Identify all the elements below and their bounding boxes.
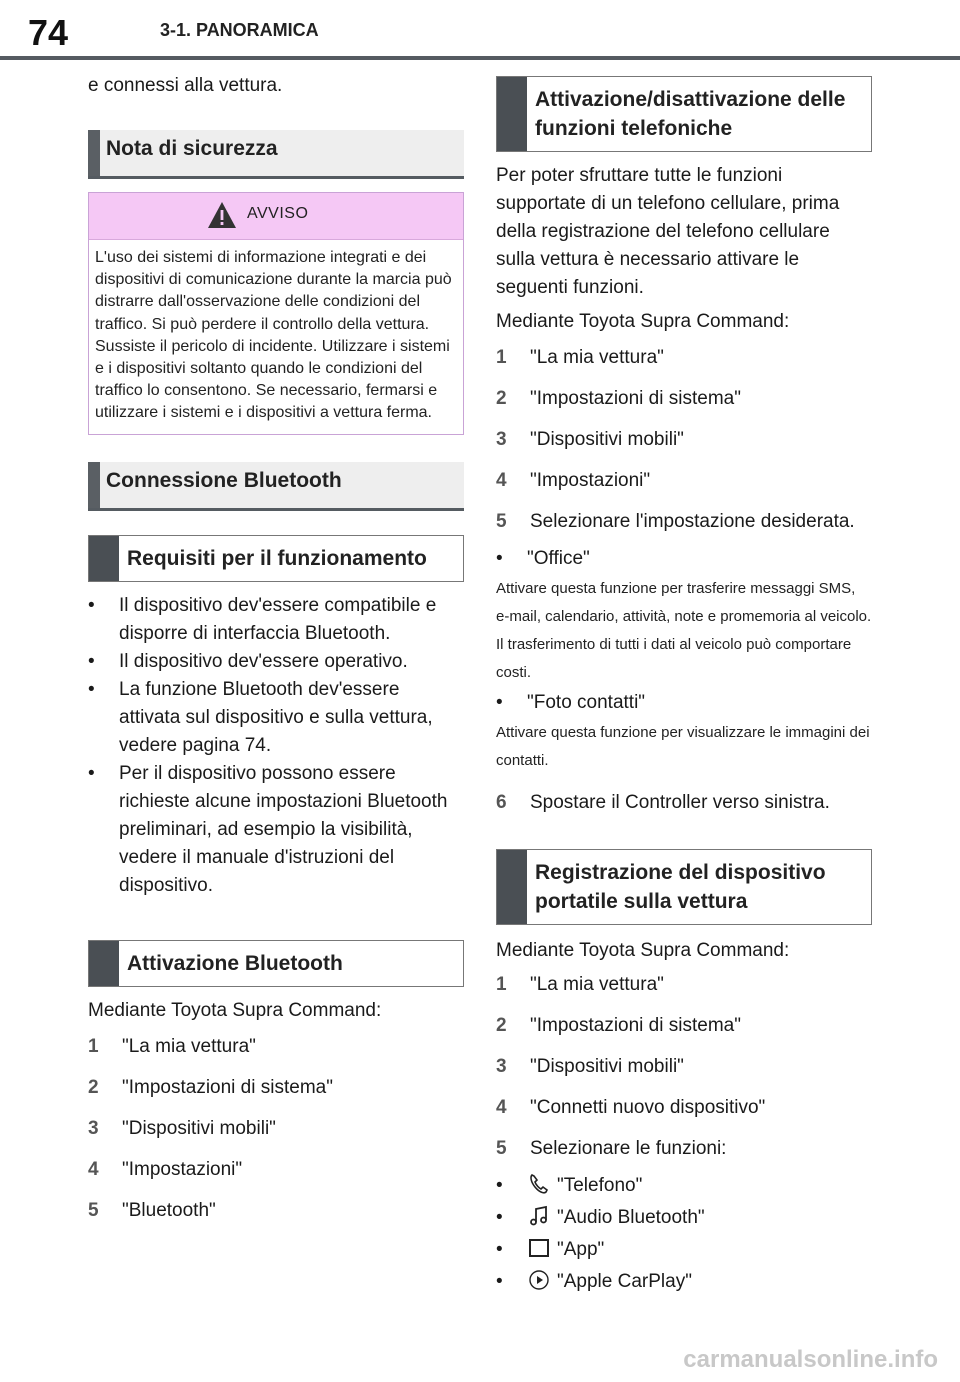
warning-label: AVVISO — [247, 205, 309, 222]
phone-steps — [496, 342, 872, 538]
step-item: 1 "La mia vettura" — [496, 347, 664, 368]
function-audio-bluetooth: • "Audio Bluetooth" — [496, 1202, 872, 1234]
step-item: 5 Selezionare le funzioni: — [496, 1138, 727, 1159]
warning-box — [88, 192, 464, 435]
play-circle-icon — [527, 1268, 551, 1292]
warning-triangle-icon — [207, 201, 237, 229]
step-item: 5 "Bluetooth" — [88, 1199, 216, 1221]
photo-option: • "Foto contatti" — [496, 692, 646, 713]
warning-text: L'uso dei sistemi di informazione integrati e dei dispositivi di comunicazione durante la marcia può distrarre dall'osservazione delle condizioni del traffico. Si può perdere il controllo della vettura. Sussiste il pericolo di incidente. Utilizzare i sistemi e i dispositivi soltanto quando le condizioni del traffico lo consentono. Se necessario, fermarsi e utilizzare i sistemi e i dispositivi a vettura ferma. — [95, 249, 452, 422]
office-option: • "Office" — [496, 548, 590, 569]
office-description: Attivare questa funzione per trasferire messaggi SMS, e-mail, calendario, attività, note e promemoria al veicolo. Il trasferimento di tutti i dati al veicolo può comportare costi. — [496, 580, 872, 681]
watermark: carmanualsonline.info — [683, 1346, 938, 1373]
intro-text: e connessi alla vettura. — [88, 75, 283, 96]
step-item: 3 "Dispositivi mobili" — [496, 429, 684, 450]
photo-description: Attivare questa funzione per visualizzare le immagini dei contatti. — [496, 724, 870, 769]
step-item: 2 "Impostazioni di sistema" — [496, 1015, 741, 1036]
bluetooth-heading: Connessione Bluetooth — [88, 462, 464, 511]
app-square-icon — [527, 1236, 551, 1260]
step-item: 3 "Dispositivi mobili" — [88, 1117, 276, 1139]
reg-via-text: Mediante Toyota Supra Command: — [496, 940, 790, 961]
music-note-icon — [527, 1204, 551, 1228]
page-number: 74 — [28, 12, 69, 53]
function-apple-carplay: • "Apple CarPlay" — [496, 1266, 872, 1298]
function-telefono: • "Telefono" — [496, 1170, 872, 1202]
list-item: • Il dispositivo dev'essere compatibile e disporre di interfaccia Bluetooth. — [88, 594, 437, 644]
header-rule — [0, 56, 960, 60]
step-item: 4 "Impostazioni" — [496, 470, 651, 491]
via-text: Mediante Toyota Supra Command: — [496, 311, 790, 332]
step-item: 4 "Connetti nuovo dispositivo" — [496, 1097, 766, 1118]
chapter-title: 3-1. PANORAMICA — [160, 20, 319, 40]
right-column — [496, 66, 872, 1298]
phone-step-6 — [496, 787, 872, 819]
activation-heading: Attivazione Bluetooth — [88, 940, 464, 987]
warning-header — [89, 193, 463, 240]
step-item: 3 "Dispositivi mobili" — [496, 1056, 684, 1077]
requirements-heading: Requisiti per il funzionamento — [88, 535, 464, 582]
phone-intro-text: Per poter sfruttare tutte le funzioni supportate di un telefono cellulare, prima della registrazione del telefono cellulare sulla vettura è necessario attivare le seguenti funzioni. — [496, 165, 840, 298]
safety-heading: Nota di sicurezza — [88, 130, 464, 179]
step-item: 1 "La mia vettura" — [496, 974, 664, 995]
list-item: • Per il dispositivo possono essere richieste alcune impostazioni Bluetooth preliminari, ad esempio la visibilità, vedere il manuale d'istruzioni del dispositivo. — [88, 762, 448, 896]
activation-steps — [88, 1031, 464, 1227]
step-item: 2 "Impostazioni di sistema" — [88, 1076, 333, 1098]
registration-heading: Registrazione del dispositivo portatile sulla vettura — [496, 849, 872, 925]
registration-steps — [496, 969, 872, 1165]
requirements-list — [88, 592, 464, 900]
list-item: • Il dispositivo dev'essere operativo. — [88, 650, 408, 672]
function-app: • "App" — [496, 1234, 872, 1266]
left-column — [88, 66, 464, 1236]
step-item: 6 Spostare il Controller verso sinistra. — [496, 792, 830, 813]
page-header — [0, 0, 960, 60]
phone-functions-heading: Attivazione/disattivazione delle funzioni telefoniche — [496, 76, 872, 152]
via-text: Mediante Toyota Supra Command: — [88, 999, 382, 1021]
step-item: 4 "Impostazioni" — [88, 1158, 243, 1180]
phone-icon — [527, 1172, 551, 1196]
step-item: 5 Selezionare l'impostazione desiderata. — [496, 511, 855, 532]
step-item: 1 "La mia vettura" — [88, 1035, 256, 1057]
list-item: • La funzione Bluetooth dev'essere attivata sul dispositivo e sulla vettura, vedere pagina 74. — [88, 678, 433, 756]
step-item: 2 "Impostazioni di sistema" — [496, 388, 741, 409]
